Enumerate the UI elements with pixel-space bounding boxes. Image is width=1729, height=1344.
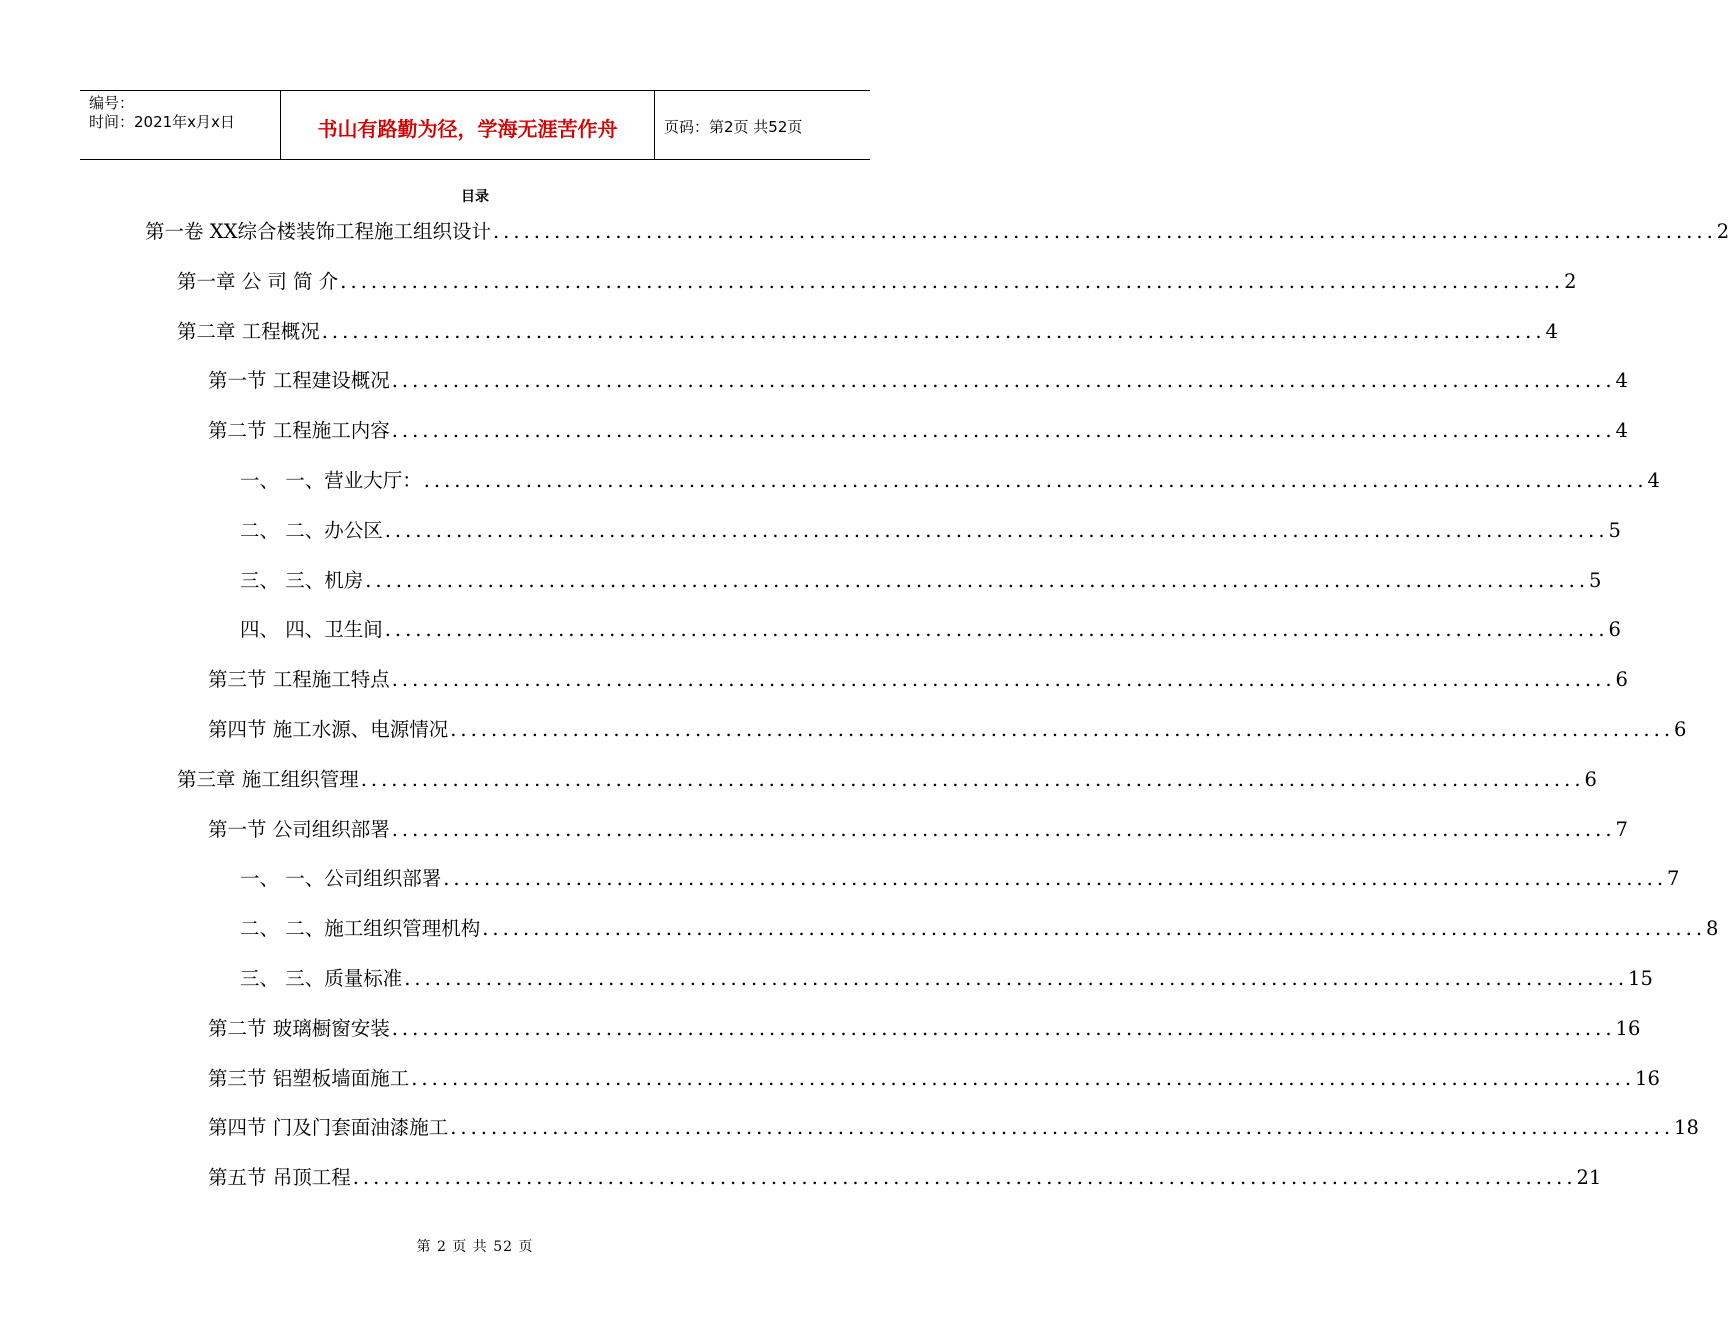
toc-leader-dots: ........................................................................................................................ [365, 569, 1590, 592]
serial-number-label: 编号： [89, 94, 135, 112]
toc-entry-page: 16 [1635, 1067, 1660, 1090]
toc-entry-page: 6 [1608, 618, 1621, 641]
toc-leader-dots: ........................................................................................................................ [482, 917, 1707, 940]
toc-entry-page: 16 [1615, 1017, 1641, 1040]
toc-entry-title: 一、 一、公司组织部署 [240, 867, 442, 890]
toc-entry-page: 4 [1615, 419, 1628, 442]
toc-leader-dots: ........................................................................................................................ [321, 320, 1546, 343]
toc-leader-dots: ........................................................................................................................ [391, 369, 1616, 392]
toc-entry-title: 第一节 工程建设概况 [208, 369, 390, 392]
header-meta [80, 91, 281, 159]
header-page-info [655, 91, 870, 159]
toc-entry-title: 第三节 工程施工特点 [208, 668, 390, 691]
toc-entry-page: 6 [1584, 768, 1597, 791]
toc-leader-dots: ........................................................................................................................ [450, 1116, 1675, 1139]
toc-leader-dots: ........................................................................................................................ [450, 718, 1675, 741]
toc-entry-page: 6 [1615, 668, 1628, 691]
toc-leader-dots: ........................................................................................................................ [404, 967, 1629, 990]
toc-entry[interactable] [177, 268, 1577, 296]
toc-entry[interactable] [208, 816, 1628, 844]
toc-leader-dots: ........................................................................................................................ [411, 1067, 1636, 1090]
toc-entry-title: 第一节 公司组织部署 [208, 818, 390, 841]
toc-entry[interactable] [208, 1065, 1660, 1093]
toc-entry[interactable] [208, 1015, 1641, 1043]
toc-leader-dots: ........................................................................................................................ [391, 1017, 1616, 1040]
toc-entry-page: 8 [1706, 917, 1719, 940]
toc-entry-title: 二、 二、办公区 [240, 519, 383, 542]
toc-entry[interactable] [145, 218, 1729, 246]
toc-entry[interactable] [240, 517, 1621, 545]
toc-entry-title: 一、 一、营业大厅： [240, 469, 422, 492]
toc-leader-dots: ........................................................................................................................ [384, 519, 1609, 542]
toc-entry[interactable] [208, 1164, 1602, 1192]
toc-entry[interactable] [208, 716, 1687, 744]
toc-entry-page: 4 [1647, 469, 1660, 492]
motto-text: 书山有路勤为径，学海无涯苦作舟 [317, 116, 618, 141]
page-info-text: 页码：第2页 共52页 [664, 117, 803, 136]
toc-entry-title: 第二章 工程概况 [177, 320, 320, 343]
page-footer: 第 2 页 共 52 页 [416, 1239, 534, 1255]
toc-entry-page: 6 [1674, 718, 1687, 741]
toc-title: 目录 [461, 189, 489, 205]
toc-entry-title: 四、 四、卫生间 [240, 618, 383, 641]
toc-entry-title: 二、 二、施工组织管理机构 [240, 917, 481, 940]
toc-leader-dots: ........................................................................................................................ [391, 818, 1616, 841]
toc-leader-dots: ........................................................................................................................ [352, 1166, 1577, 1189]
toc-entry[interactable] [240, 567, 1602, 595]
toc-entry-title: 第一章 公 司 简 介 [177, 270, 339, 293]
toc-entry[interactable] [240, 616, 1621, 644]
toc-entry-page: 5 [1589, 569, 1602, 592]
toc-entry-page: 4 [1545, 320, 1558, 343]
toc-entry-title: 第四节 施工水源、电源情况 [208, 718, 449, 741]
toc-entry-page: 5 [1608, 519, 1621, 542]
toc-leader-dots: ........................................................................................................................ [423, 469, 1648, 492]
toc-entry-title: 第一卷 XX综合楼装饰工程施工组织设计 [145, 220, 491, 243]
toc-entry[interactable] [177, 318, 1558, 346]
toc-entry-title: 三、 三、机房 [240, 569, 364, 592]
toc-entry-page: 21 [1576, 1166, 1602, 1189]
toc-entry-title: 第二节 工程施工内容 [208, 419, 390, 442]
toc-leader-dots: ........................................................................................................................ [360, 768, 1585, 791]
toc-entry[interactable] [240, 467, 1660, 495]
toc-entry-title: 第三节 铝塑板墙面施工 [208, 1067, 410, 1090]
toc-entry-page: 7 [1667, 867, 1680, 890]
toc-entry[interactable] [208, 417, 1628, 445]
toc-entry[interactable] [240, 915, 1719, 943]
toc-entry-title: 第四节 门及门套面油漆施工 [208, 1116, 449, 1139]
toc-entry-page: 18 [1674, 1116, 1699, 1139]
toc-entry[interactable] [208, 666, 1628, 694]
toc-entry-page: 2 [1716, 220, 1729, 243]
toc-entry-page: 7 [1615, 818, 1628, 841]
toc-entry[interactable] [208, 1114, 1699, 1142]
toc-entry-title: 第三章 施工组织管理 [177, 768, 359, 791]
toc-entry[interactable] [240, 965, 1653, 993]
time-label: 时间：2021年x月x日 [89, 113, 235, 131]
toc-leader-dots: ........................................................................................................................ [340, 270, 1565, 293]
document-header [80, 90, 870, 160]
toc-entry-title: 第五节 吊顶工程 [208, 1166, 351, 1189]
toc-leader-dots: ........................................................................................................................ [384, 618, 1609, 641]
toc-entry-page: 2 [1564, 270, 1577, 293]
toc-leader-dots: ........................................................................................................................ [492, 220, 1717, 243]
toc-entry[interactable] [177, 766, 1597, 794]
toc-entry-page: 4 [1615, 369, 1628, 392]
toc-entry[interactable] [240, 865, 1680, 893]
toc-entry-title: 三、 三、质量标准 [240, 967, 403, 990]
toc-entry-title: 第二节 玻璃橱窗安装 [208, 1017, 390, 1040]
toc-leader-dots: ........................................................................................................................ [443, 867, 1668, 890]
toc-leader-dots: ........................................................................................................................ [391, 419, 1616, 442]
toc-entry-page: 15 [1628, 967, 1653, 990]
header-motto [281, 91, 655, 159]
toc-entry[interactable] [208, 367, 1628, 395]
toc-leader-dots: ........................................................................................................................ [391, 668, 1616, 691]
